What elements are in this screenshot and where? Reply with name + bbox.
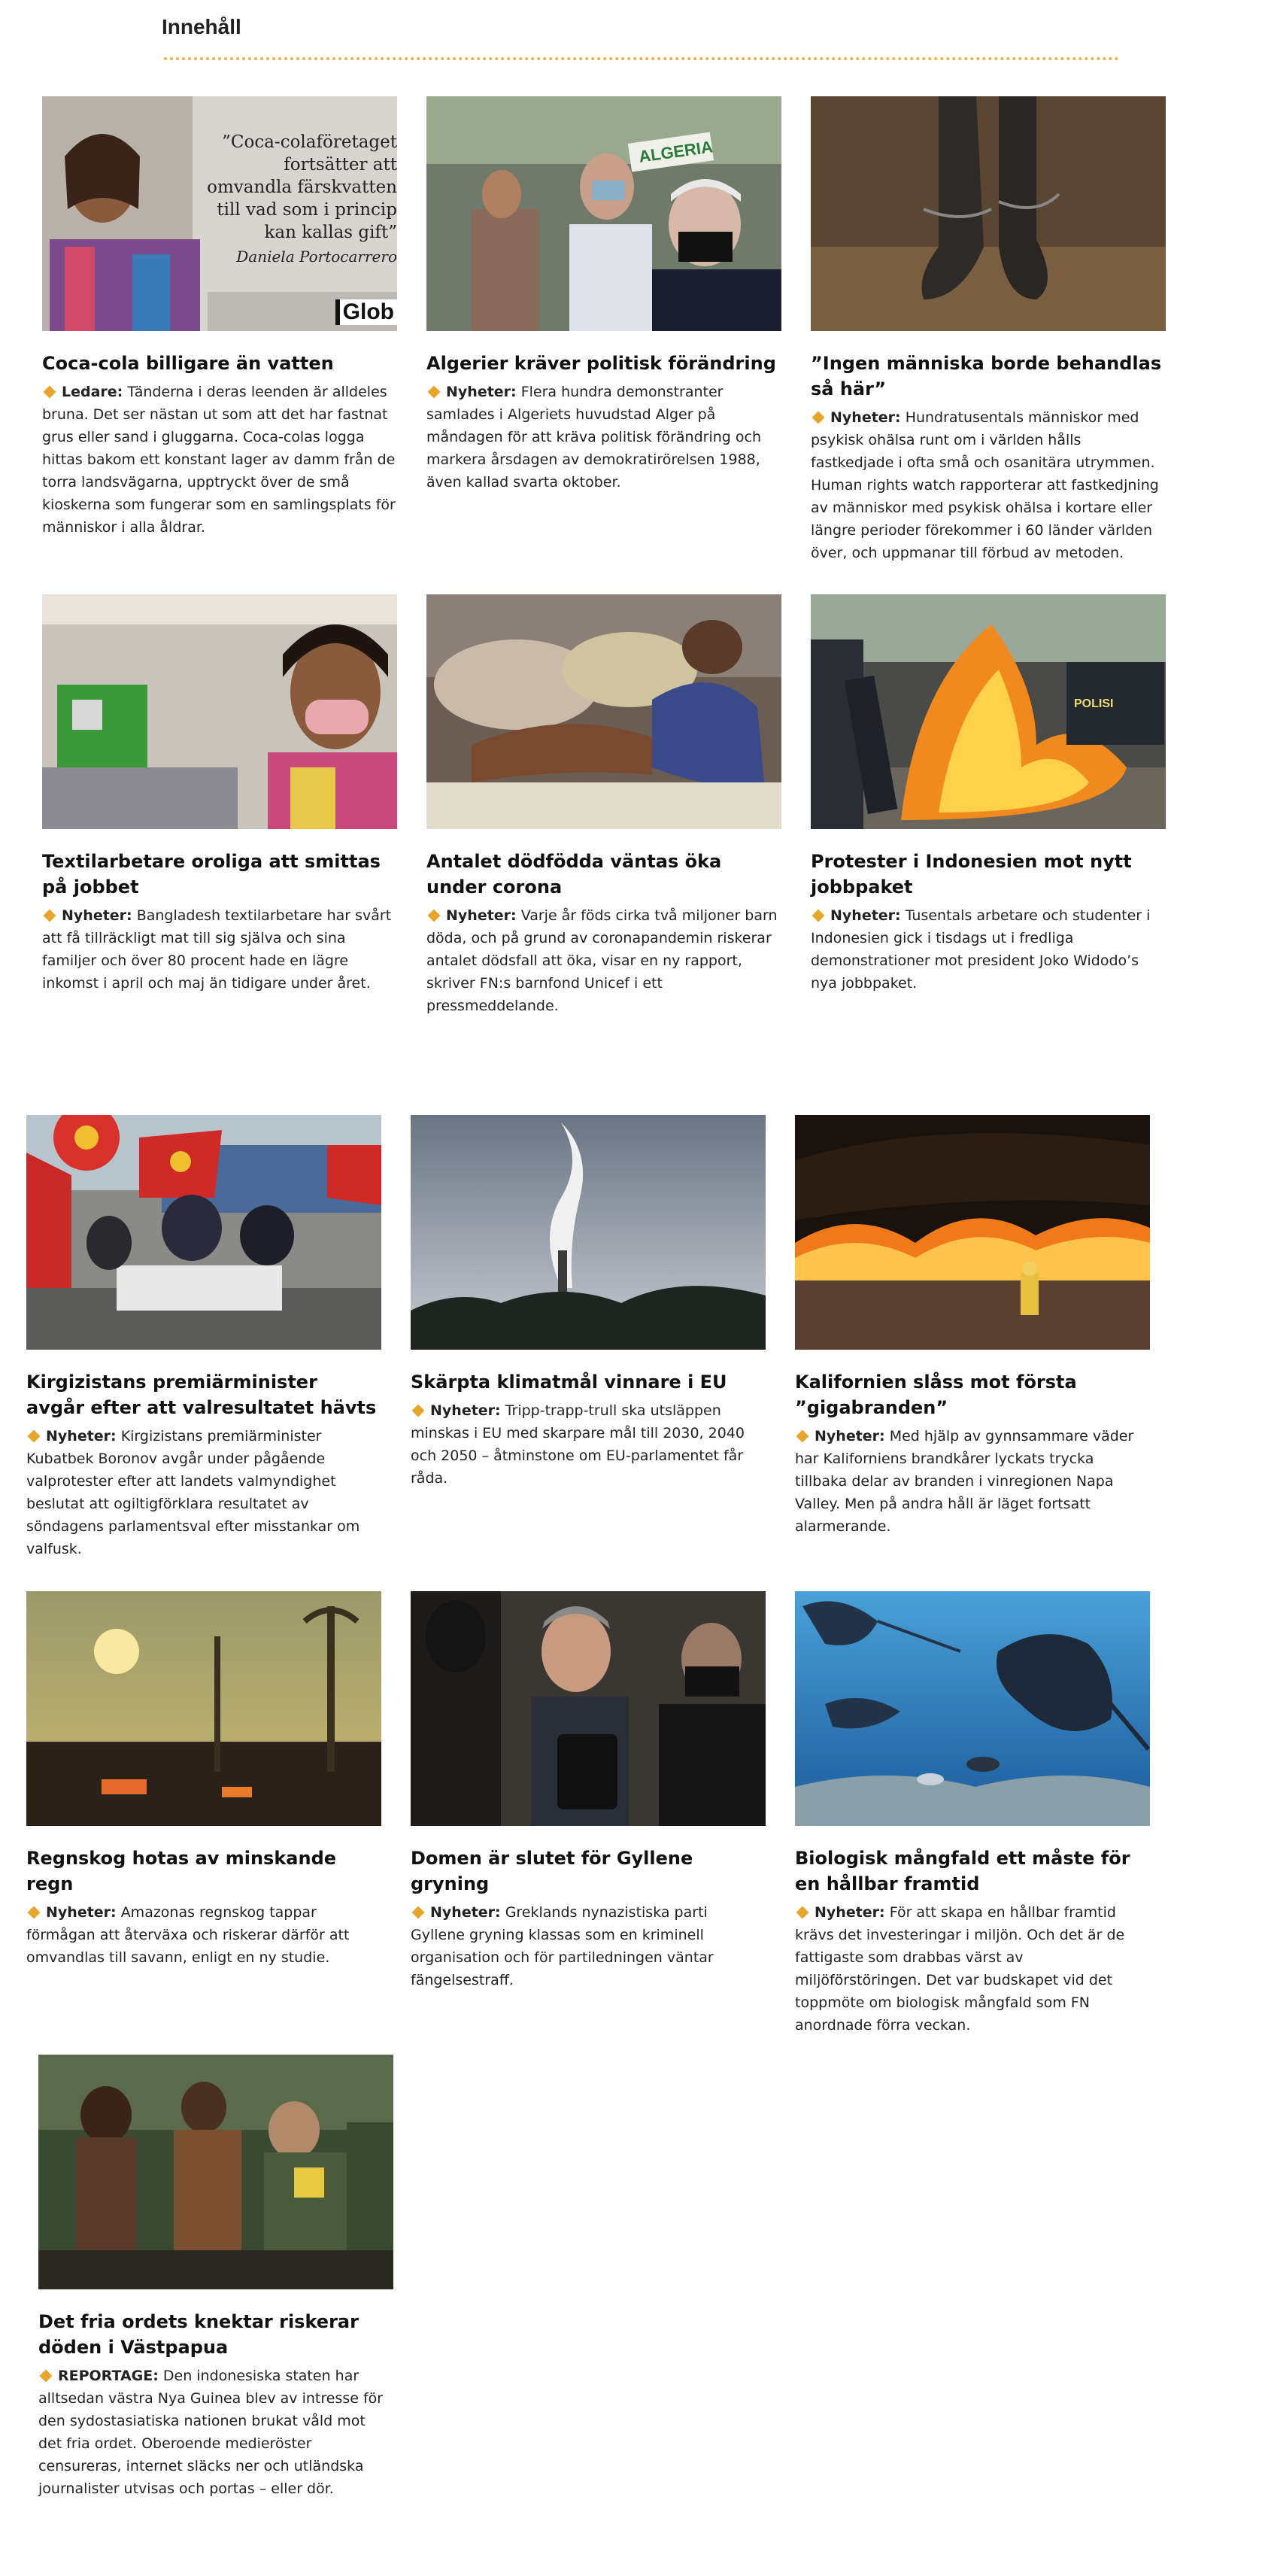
article-summary [26,1425,381,1560]
article-text: Tripp-trapp-trull ska utsläppen minskas i EU med skarpare mål till 2030, 2040 och 2050 – åtminstone om EU-parlamentet får råda. [411,1402,745,1487]
article-label: Ledare: [62,384,123,400]
article-headline[interactable]: Biologisk mångfald ett måste för en hållbar framtid [795,1848,1130,1894]
article-label: Nyheter: [830,409,901,426]
article-text: För att skapa en hållbar framtid krävs det investeringar i miljön. Och det är de fattigaste som drabbas värst av miljöförstöringen. Det var budskapet vid det toppmöte om biologisk mångfald som FN anordnade förra veckan. [795,1904,1125,2034]
article-headline[interactable]: Algerier kräver politisk förändring [426,353,776,374]
article-headline[interactable]: Protester i Indonesien mot nytt jobbpaket [811,851,1132,898]
article-text: Flera hundra demonstranter samlades i Algeriets huvudstad Alger på måndagen för att kräva politisk förändring och markera årsdagen av demokratirörelsen 1988, även kallad svarta oktober. [426,384,761,491]
article-label: Nyheter: [46,1904,117,1921]
article-card [42,594,397,995]
article-image[interactable] [426,96,781,331]
article-card [411,1591,766,1991]
image-quote-text: ”Coca-colaföretaget fortsätter att omvandla färskvatten till vad som i princip kan kallas gift” [207,132,397,242]
article-card [26,1591,381,1969]
article-label: Nyheter: [62,907,132,924]
article-text: Tänderna i deras leenden är alldeles bruna. Det ser nästan ut som att det har fastnat grus eller sand i gluggarna. Coca-colas logga hittas bakom ett konstant lager av damm från de torra landsvägarna, upptryckt över de små kioskerna som fungerar som en samlingsplats för människor i alla åldrar. [42,384,396,536]
image-brand-tag: Glob [335,299,397,325]
article-label: Nyheter: [430,1402,501,1419]
article-image[interactable] [42,594,397,829]
diamond-icon [28,1429,41,1442]
image-sign-text: POLISI [1074,697,1114,710]
diamond-icon [44,385,56,398]
article-image[interactable] [411,1591,766,1826]
article-image[interactable] [26,1591,381,1826]
article-image[interactable] [811,96,1166,331]
article-summary [426,381,781,494]
article-label: Nyheter: [430,1904,501,1921]
diamond-icon [812,411,825,424]
article-label: Nyheter: [446,907,517,924]
article-headline[interactable]: Textilarbetare oroliga att smittas på jobbet [42,851,381,898]
article-headline[interactable]: Coca-cola billigare än vatten [42,353,334,374]
article-text: Kirgizistans premiärminister Kubatbek Boronov avgår under pågående valprotester efter att landets valmyndighet beslutat att ogiltigförklara resultatet av söndagens parlamentsval efter misstankar om valfusk. [26,1428,360,1557]
article-image[interactable] [42,96,397,331]
article-summary [42,904,397,995]
article-image[interactable] [795,1115,1150,1350]
article-label: Nyheter: [815,1428,885,1444]
article-label: Nyheter: [815,1904,885,1921]
article-image[interactable] [38,2055,393,2289]
diamond-icon [44,909,56,922]
diamond-icon [412,1906,425,1918]
article-image[interactable] [811,594,1166,829]
article-card [42,96,397,539]
diamond-icon [796,1429,809,1442]
article-summary [42,381,397,539]
article-headline[interactable]: Skärpta klimatmål vinnare i EU [411,1372,727,1393]
article-summary [811,904,1166,995]
article-card [795,1591,1150,2037]
article-summary [795,1425,1150,1538]
article-summary [411,1399,766,1490]
diamond-icon [428,909,441,922]
article-card [426,594,781,1017]
article-headline[interactable]: ”Ingen människa borde behandlas så här” [811,353,1162,399]
article-image[interactable] [795,1591,1150,1826]
article-image[interactable] [26,1115,381,1350]
article-card [795,1115,1150,1538]
article-label: REPORTAGE: [58,2368,159,2384]
article-headline[interactable]: Kalifornien slåss mot första ”gigabranden” [795,1372,1077,1418]
article-text: Tusentals arbetare och studenter i Indonesien gick i tisdags ut i fredliga demonstrationer mot president Joko Widodo’s nya jobbpaket. [811,907,1151,992]
article-headline[interactable]: Domen är slutet för Gyllene gryning [411,1848,693,1894]
diamond-icon [796,1906,809,1918]
article-card [426,96,781,494]
article-text: Greklands nynazistiska parti Gyllene gryning klassas som en kriminell organisation och för partiledningen väntar fängelsestraff. [411,1904,714,1988]
image-quote [194,131,397,268]
article-text: Den indonesiska staten har alltsedan västra Nya Guinea blev av intresse för den sydostasiatiska nationen brukat våld mot det fria ordet. Oberoende medieröster censureras, internet släcks ner och utländska journalister utvisas och portas – eller dör. [38,2368,384,2497]
article-text: Hundratusentals människor med psykisk ohälsa runt om i världen hålls fastkedjade i ofta små och osanitära utrymmen. Human rights watch rapporterar att fastkedjning av människor med psykisk ohälsa i kortare eller längre perioder förekommer i 60 länder världen över, och uppmanar till förbud av metoden. [811,409,1159,561]
article-summary [38,2365,393,2500]
article-text: Amazonas regnskog tappar förmågan att återväxa och riskerar därför att omvandlas till savann, enligt en ny studie. [26,1904,350,1966]
article-summary [411,1901,766,1991]
page-title: Innehåll [162,15,241,38]
image-quote-author: Daniela Portocarrero [236,248,397,266]
article-headline[interactable]: Regnskog hotas av minskande regn [26,1848,337,1894]
article-image[interactable] [411,1115,766,1350]
diamond-icon [28,1906,41,1918]
diamond-icon [412,1404,425,1417]
article-text: Med hjälp av gynnsammare väder har Kaliforniens brandkårer lyckats trycka tillbaka delar av branden i vinregionen Napa Valley. Men på andra håll är läget fortsatt alarmerande. [795,1428,1134,1535]
article-headline[interactable]: Det fria ordets knektar riskerar döden i Västpapua [38,2311,359,2358]
article-label: Nyheter: [46,1428,117,1444]
article-card [811,594,1166,995]
article-label: Nyheter: [446,384,517,400]
article-card [411,1115,766,1490]
article-card [811,96,1166,564]
article-summary [26,1901,381,1969]
article-card [26,1115,381,1560]
article-headline[interactable]: Kirgizistans premiärminister avgår efter att valresultatet hävts [26,1372,377,1418]
article-summary [811,406,1166,564]
article-headline[interactable]: Antalet dödfödda väntas öka under corona [426,851,722,898]
title-divider [164,57,1119,60]
article-summary [795,1901,1150,2037]
article-label: Nyheter: [830,907,901,924]
article-image[interactable] [426,594,781,829]
article-card [38,2055,393,2500]
article-summary [426,904,781,1017]
article-text: Varje år föds cirka två miljoner barn döda, och på grund av coronapandemin riskerar antalet dödsfall att öka, visar en ny rapport, skriver FN:s barnfond Unicef i ett pressmeddelande. [426,907,778,1014]
article-text: Bangladesh textilarbetare har svårt att få tillräckligt mat till sig själva och sina familjer och över 80 procent hade en lägre inkomst i april och maj än tidigare under året. [42,907,392,992]
diamond-icon [812,909,825,922]
image-sign-text: ALGERIA [637,137,714,166]
diamond-icon [40,2369,53,2382]
diamond-icon [428,385,441,398]
